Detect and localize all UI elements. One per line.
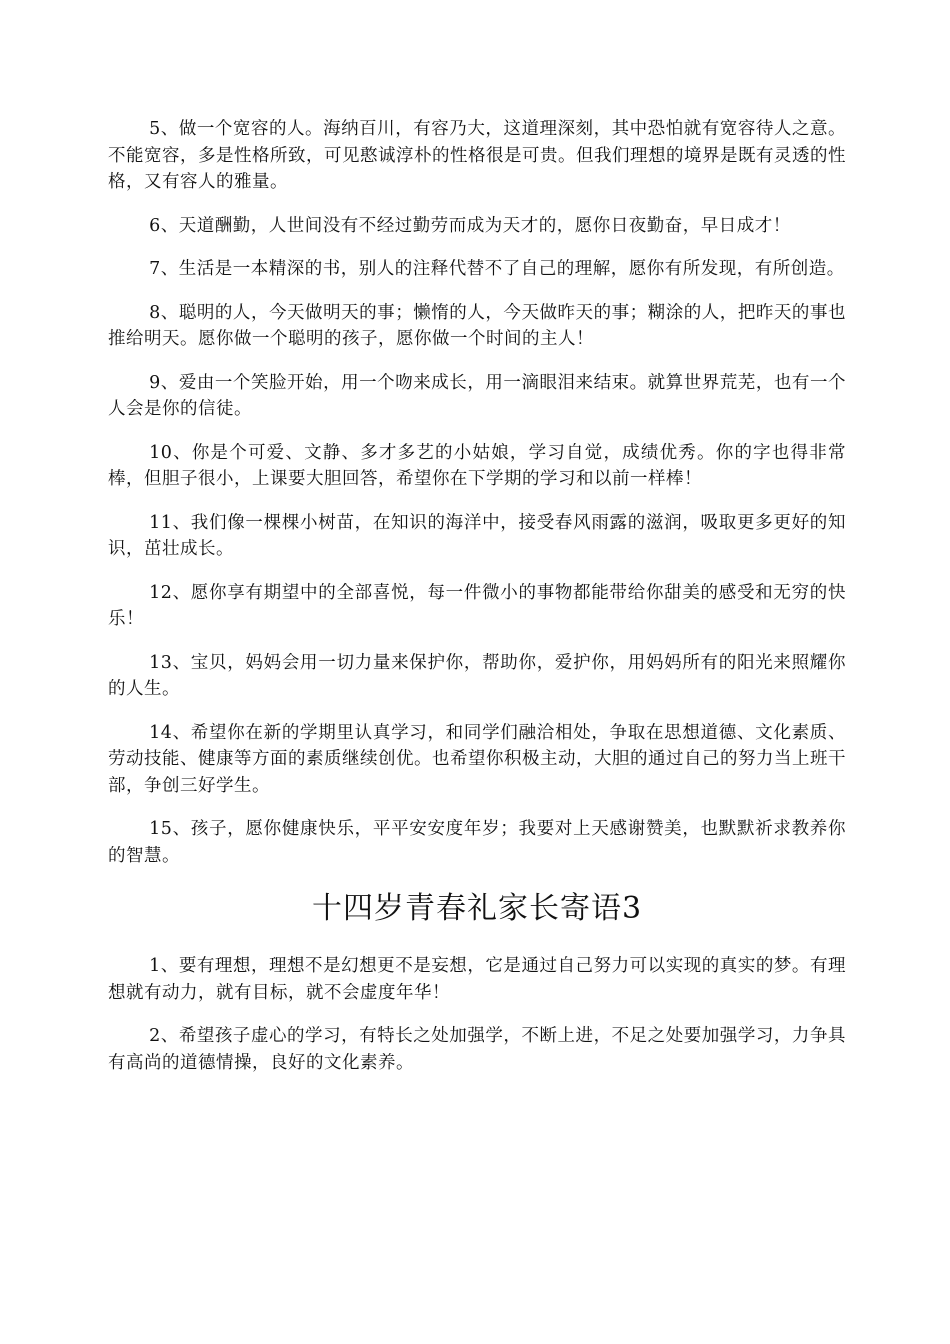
paragraph-5: 5、做一个宽容的人。海纳百川，有容乃大，这道理深刻，其中恐怕就有宽容待人之意。不能宽容，多是性格所致，可见憨诚淳朴的性格很是可贵。但我们理想的境界是既有灵透的性格，又有容人的雅量。 bbox=[108, 119, 846, 192]
paragraph-9: 9、爱由一个笑脸开始，用一个吻来成长，用一滴眼泪来结束。就算世界荒芜，也有一个人会是你的信徒。 bbox=[108, 372, 846, 419]
section-title: 十四岁青春礼家长寄语3 bbox=[311, 891, 643, 926]
paragraph-11: 11、我们像一棵棵小树苗，在知识的海洋中，接受春风雨露的滋润，吸取更多更好的知识，茁壮成长。 bbox=[108, 512, 846, 559]
paragraph-1: 1、要有理想，理想不是幻想更不是妄想，它是通过自己努力可以实现的真实的梦。有理想就有动力，就有目标，就不会虚度年华！ bbox=[108, 956, 846, 1003]
paragraph-15: 15、孩子，愿你健康快乐，平平安安度年岁；我要对上天感谢赞美，也默默祈求教养你的智慧。 bbox=[108, 819, 846, 866]
document-page bbox=[108, 116, 846, 1093]
paragraph-14: 14、希望你在新的学期里认真学习，和同学们融洽相处，争取在思想道德、文化素质、劳动技能、健康等方面的素质继续创优。也希望你积极主动，大胆的通过自己的努力当上班干部，争创三好学生。 bbox=[108, 722, 846, 796]
paragraph-13: 13、宝贝，妈妈会用一切力量来保护你，帮助你，爱护你，用妈妈所有的阳光来照耀你的人生。 bbox=[108, 652, 846, 699]
paragraph-6: 6、天道酬勤，人世间没有不经过勤劳而成为天才的，愿你日夜勤奋，早日成才！ bbox=[149, 215, 791, 236]
paragraph-12: 12、愿你享有期望中的全部喜悦，每一件微小的事物都能带给你甜美的感受和无穷的快乐！ bbox=[108, 582, 846, 629]
paragraph-2: 2、希望孩子虚心的学习，有特长之处加强学，不断上进，不足之处要加强学习，力争具有高尚的道德情操，良好的文化素养。 bbox=[108, 1026, 846, 1073]
paragraph-8: 8、聪明的人，今天做明天的事；懒惰的人，今天做昨天的事；糊涂的人，把昨天的事也推给明天。愿你做一个聪明的孩子，愿你做一个时间的主人！ bbox=[108, 302, 846, 349]
paragraph-7: 7、生活是一本精深的书，别人的注释代替不了自己的理解，愿你有所发现，有所创造。 bbox=[149, 259, 845, 279]
paragraph-10: 10、你是个可爱、文静、多才多艺的小姑娘，学习自觉，成绩优秀。你的字也得非常棒，但胆子很小，上课要大胆回答，希望你在下学期的学习和以前一样棒！ bbox=[108, 442, 846, 489]
